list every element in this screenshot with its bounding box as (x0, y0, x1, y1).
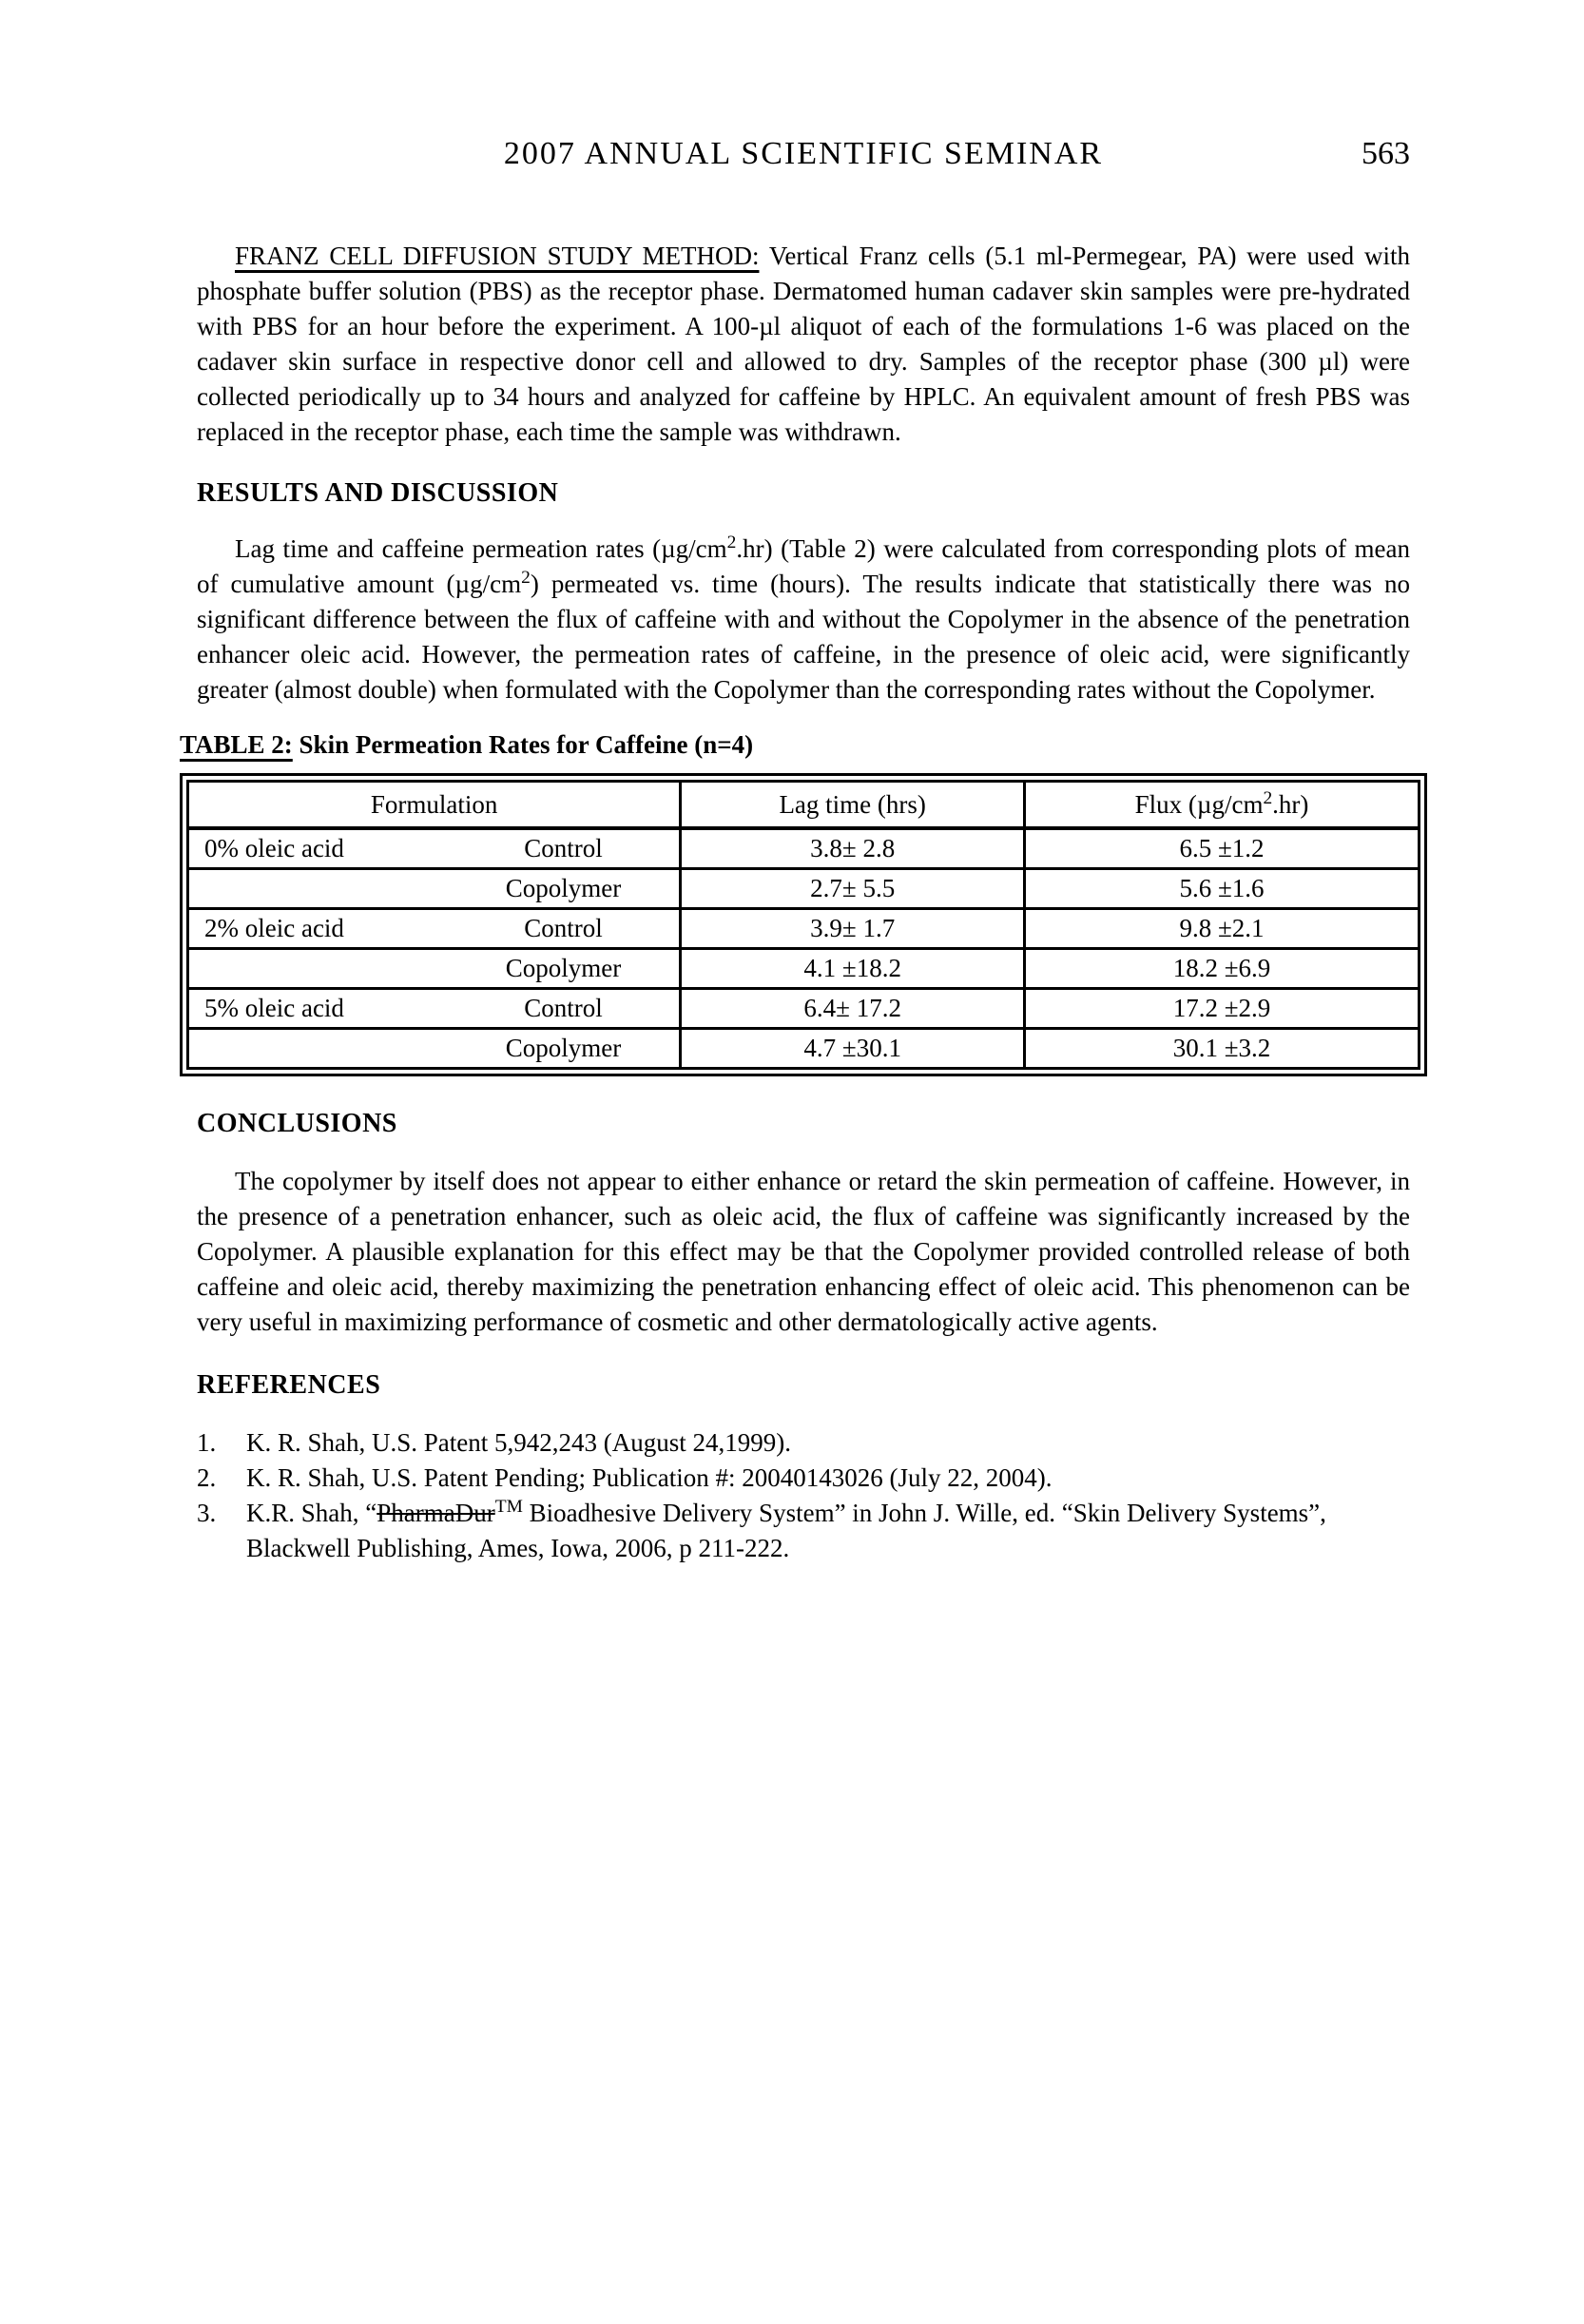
table-caption-text: Skin Permeation Rates for Caffeine (n=4) (292, 730, 754, 759)
superscript-2: 2 (1263, 787, 1273, 808)
flux-cell: 6.5 ±1.2 (1025, 828, 1418, 869)
lag-time-cell: 6.4± 17.2 (681, 989, 1025, 1029)
method-label: FRANZ CELL DIFFUSION STUDY METHOD: (235, 242, 760, 270)
results-paragraph (197, 532, 1410, 707)
superscript-2: 2 (726, 533, 737, 552)
reference-number: 2. (197, 1463, 217, 1492)
table-row (189, 1029, 1418, 1068)
results-text-3: ) permeated vs. time (hours). The results indicate that statistically there was no significant difference between the flux of caffeine with and without the Copolymer in the absence of the penetration enhancer oleic acid. However, the permeation rates of caffeine, in the presence of oleic acid, were significantly greater (almost double) when formulated with the Copolymer than the corresponding rates without the Copolymer. (197, 570, 1410, 704)
table-row (189, 909, 1418, 949)
results-text-2: .hr) (Table 2) were calculated from corresponding plots of mean of cumulative amount (µg/cm (197, 534, 1410, 598)
permeation-table-frame (180, 773, 1427, 1076)
lag-time-cell: 4.7 ±30.1 (681, 1029, 1025, 1068)
trademark-symbol: TM (494, 1497, 523, 1517)
table-row (189, 949, 1418, 989)
reference-number: 1. (197, 1428, 217, 1457)
variant-cell: Copolymer (505, 954, 622, 982)
page-number: 563 (1362, 136, 1410, 171)
table-header-row (189, 783, 1418, 828)
column-header-flux: Flux $(\mu g/cm^2.hr)$ (1025, 783, 1418, 828)
references-heading: REFERENCES (197, 1370, 381, 1400)
lag-time-cell: 3.8± 2.8 (681, 828, 1025, 869)
reference-text: K. R. Shah, U.S. Patent Pending; Publication #: 20040143026 (July 22, 2004). (246, 1463, 1053, 1492)
reference-item (197, 1425, 1410, 1461)
superscript-2: 2 (521, 568, 531, 588)
reference-item (197, 1496, 1410, 1566)
lag-time-cell: 3.9± 1.7 (681, 909, 1025, 949)
reference-text: K.R. Shah, “PharmaDur™ Bioadhesive Delivery System” in John J. Wille, ed. “Skin Delivery Systems”, Blackwell Publishing, Ames, Iowa, 2006, p 211-222. (246, 1497, 1326, 1562)
conclusions-paragraph: The copolymer by itself does not appear to either enhance or retard the skin permeation of caffeine. However, in the presence of a penetration enhancer, such as oleic acid, the flux of caffeine was significantly increased by the Copolymer. A plausible explanation for this effect may be that the Copolymer provided controlled release of both caffeine and oleic acid, thereby maximizing the penetration enhancing effect of oleic acid. This phenomenon can be very useful in maximizing performance of cosmetic and other dermatologically active agents. (197, 1167, 1410, 1336)
table-row (189, 828, 1418, 869)
lag-time-cell: 4.1 ±18.2 (681, 949, 1025, 989)
column-header-lag-time: Lag time (hrs) (681, 783, 1025, 828)
flux-cell: 9.8 ±2.1 (1025, 909, 1418, 949)
variant-cell: Control (524, 834, 603, 862)
column-header-formulation: Formulation (189, 783, 681, 828)
reference-item (197, 1461, 1410, 1496)
table-caption-label: TABLE 2: (180, 730, 293, 759)
flux-cell: 17.2 ±2.9 (1025, 989, 1418, 1029)
flux-cell: 30.1 ±3.2 (1172, 1034, 1271, 1062)
conclusions-heading: CONCLUSIONS (197, 1109, 397, 1138)
formulation-cell: 5% oleic acid (204, 994, 344, 1022)
variant-cell: Control (524, 914, 603, 942)
page-title: 2007 ANNUAL SCIENTIFIC SEMINAR (503, 136, 1104, 171)
table-row (189, 869, 1418, 909)
reference-text: K. R. Shah, U.S. Patent 5,942,243 (August 24,1999). (246, 1428, 791, 1457)
flux-cell: 5.6 ±1.6 (1025, 869, 1418, 909)
method-paragraph (197, 239, 1410, 450)
pharmadur-brand: PharmaDur (377, 1499, 495, 1527)
table-caption (180, 730, 1410, 760)
page-header (197, 136, 1410, 176)
table-row (189, 989, 1418, 1029)
variant-cell: Control (524, 994, 603, 1022)
method-text: Vertical Franz cells (5.1 ml-Permegear, PA) were used with phosphate buffer solution (PBS) as the receptor phase. Dermatomed human cadaver skin samples were pre-hydrated with PBS for an hour before the experiment. A 100-µl aliquot of each of the formulations 1-6 was placed on the cadaver skin surface in respective donor cell and allowed to dry. Samples of the receptor phase (300 µl) were collected periodically up to 34 hours and analyzed for caffeine by HPLC. An equivalent amount of fresh PBS was replaced in the receptor phase, each time the sample was withdrawn. (197, 242, 1410, 446)
formulation-cell: 2% oleic acid (204, 914, 344, 942)
variant-cell: Copolymer (505, 874, 622, 902)
flux-cell: 18.2 ±6.9 (1025, 949, 1418, 989)
formulation-cell: 0% oleic acid (204, 834, 344, 862)
results-heading: RESULTS AND DISCUSSION (197, 478, 559, 508)
reference-list (197, 1425, 1410, 1566)
reference-number: 3. (197, 1499, 217, 1527)
variant-cell: Copolymer (505, 1034, 622, 1062)
results-text-1: Lag time and caffeine permeation rates (µg/cm (235, 534, 727, 563)
lag-time-cell: 2.7± 5.5 (681, 869, 1025, 909)
permeation-table (189, 783, 1418, 1067)
